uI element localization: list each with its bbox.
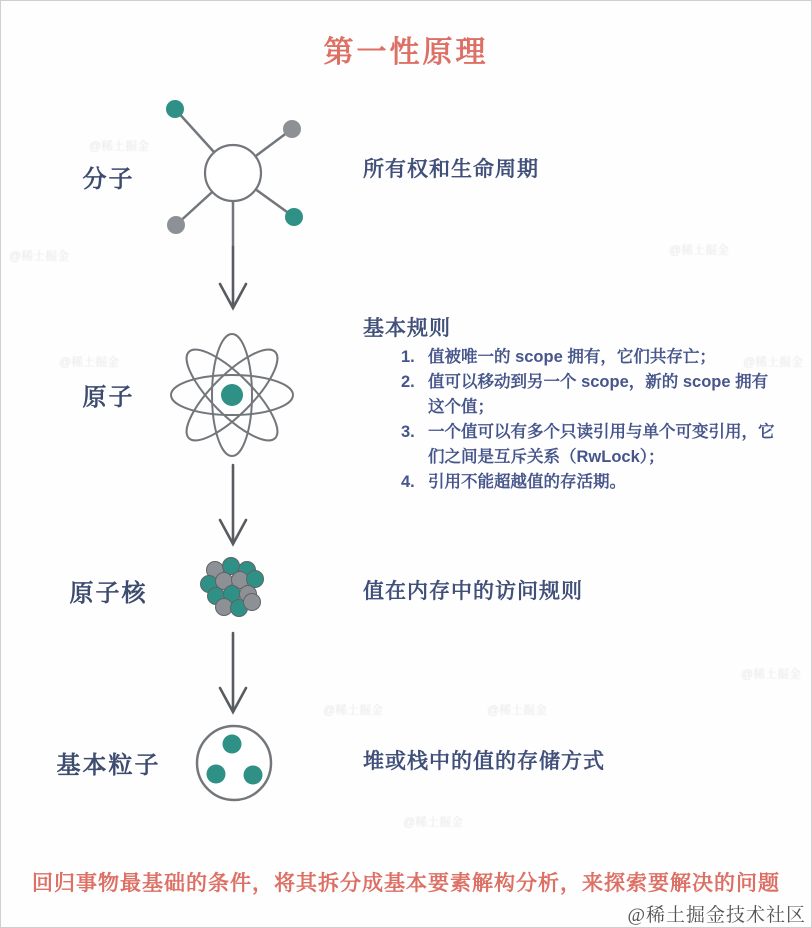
arrow-down-icon bbox=[220, 465, 246, 544]
watermark-faint: @稀土掘金 bbox=[487, 703, 548, 717]
desc-memory-access: 值在内存中的访问规则 bbox=[363, 580, 583, 603]
corner-watermark: @稀土掘金技术社区 bbox=[627, 905, 806, 926]
arrow-down-icon bbox=[220, 247, 246, 308]
arrow-down-icon bbox=[220, 633, 246, 712]
label-atom: 原子 bbox=[82, 384, 135, 411]
rule-item bbox=[401, 420, 777, 470]
watermark-faint: @稀土掘金 bbox=[743, 355, 804, 369]
rule-number: 4. bbox=[401, 473, 415, 491]
rule-item bbox=[401, 370, 777, 420]
watermark-faint: @稀土掘金 bbox=[741, 667, 802, 681]
rule-item bbox=[401, 345, 777, 370]
molecule-icon bbox=[166, 100, 303, 247]
atom-icon bbox=[171, 334, 293, 456]
rule-number: 3. bbox=[401, 423, 415, 441]
watermark-faint: @稀土掘金 bbox=[89, 139, 150, 153]
rule-text: 值被唯一的 scope 拥有，它们共存亡； bbox=[428, 348, 716, 366]
rule-text: 一个值可以有多个只读引用与单个可变引用，它们之间是互斥关系（RwLock）； bbox=[428, 423, 775, 466]
rule-text: 引用不能超越值的存活期。 bbox=[428, 473, 626, 491]
watermark-faint: @稀土掘金 bbox=[59, 355, 120, 369]
watermark-faint: @稀土掘金 bbox=[403, 815, 464, 829]
footer-summary: 回归事物最基础的条件，将其拆分成基本要素解构分析，来探索要解决的问题 bbox=[32, 872, 780, 895]
rule-item bbox=[401, 470, 777, 495]
watermark-faint: @稀土掘金 bbox=[669, 243, 730, 257]
desc-basic-rules: 基本规则 bbox=[363, 317, 451, 340]
particles-icon bbox=[197, 726, 271, 800]
label-molecule: 分子 bbox=[82, 166, 135, 193]
rule-number: 1. bbox=[401, 348, 415, 366]
desc-ownership: 所有权和生命周期 bbox=[363, 158, 539, 181]
rule-number: 2. bbox=[401, 373, 415, 391]
watermark-faint: @稀土掘金 bbox=[323, 703, 384, 717]
label-nucleus: 原子核 bbox=[69, 580, 148, 607]
page-title: 第一性原理 bbox=[323, 36, 489, 69]
watermark-faint: @稀土掘金 bbox=[9, 249, 70, 263]
rules-list bbox=[401, 345, 777, 495]
rule-text: 值可以移动到另一个 scope，新的 scope 拥有这个值； bbox=[428, 373, 769, 416]
desc-heap-stack: 堆或栈中的值的存储方式 bbox=[363, 750, 605, 773]
nucleus-icon bbox=[201, 558, 264, 617]
label-particles: 基本粒子 bbox=[56, 752, 161, 779]
